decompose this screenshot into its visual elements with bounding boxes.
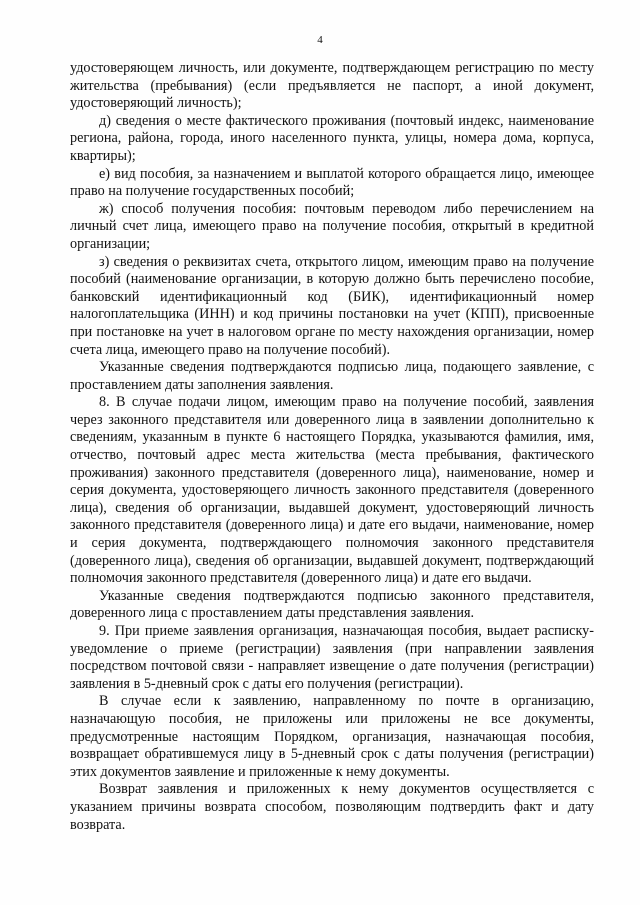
paragraph: е) вид пособия, за назначением и выплатой которого обращается лицо, имеющее право на получение государственных пособий; — [70, 165, 594, 200]
paragraph: Указанные сведения подтверждаются подписью лица, подающего заявление, с проставлением даты заполнения заявления. — [70, 359, 594, 393]
paragraph: Указанные сведения подтверждаются подписью законного представителя, доверенного лица с проставлением даты представления заявления. — [70, 587, 594, 622]
paragraph: Возврат заявления и приложенных к нему документов осуществляется с указанием причины возврата способом, позволяющим подтвердить факт и дату возврата. — [70, 781, 594, 833]
paragraph: 9. При приеме заявления организация, назначающая пособия, выдает расписку-уведомление о приеме (регистрации) заявления (при направлении заявления посредством почтовой связи - направляет извещение о дате получения (регистрации) заявления в 5-дневный срок с даты его получения (регистрации). — [70, 623, 594, 692]
paragraph: В случае если к заявлению, направленному по почте в организацию, назначающую пособия, не приложены или приложены не все документы, предусмотренные настоящим Порядком, организация, назначающая пособия, возвращает обратившемуся лицу в 5-дневный срок с даты получения (регистрации) этих документов заявление и приложенные к нему документы. — [70, 693, 594, 780]
paragraph: д) сведения о месте фактического проживания (почтовый индекс, наименование региона, района, города, иного населенного пункта, улицы, номера дома, корпуса, квартиры); — [70, 112, 594, 164]
paragraph: 8. В случае подачи лицом, имеющим право на получение пособий, заявления через законного представителя или доверенного лица в заявлении дополнительно к сведениям, указанным в пункте 6 настоящего Порядка, указываются фамилия, имя, отчество, почтовый адрес места жительства (места пребывания, фактического проживания) законного представителя (доверенного лица), наименование, номер и серия документа, удостоверяющего личность законного представителя (доверенного лица), сведения об организации, выдавшей документ, удостоверяющий личность законного представителя (доверенного лица) и дате его выдачи, наименование, номер и серия документа, подтверждающего полномочия законного представителя (доверенного лица), сведения об организации, выдавшей документ, подтверждающий полномочия законного представителя (доверенного лица) и дате его выдачи. — [70, 394, 594, 587]
paragraph: з) сведения о реквизитах счета, открытого лицом, имеющим право на получение пособий (наименование организации, в которую должно быть перечислено пособие, банковский идентификационный код (БИК), идентификационный номер налогоплательщика (ИНН) и код причины постановки на учет (КПП), присвоенные при постановке на учет в налоговом органе по месту нахождения организации, номер счета лица, имеющего право на получение пособий). — [70, 253, 594, 358]
page-number: 4 — [317, 34, 323, 46]
document-body — [70, 60, 594, 834]
paragraph: ж) способ получения пособия: почтовым переводом либо перечислением на личный счет лица, имеющего право на получение пособия, открытый в кредитной организации; — [70, 200, 594, 252]
paragraph: удостоверяющем личность, или документе, подтверждающем регистрацию по месту жительства (пребывания) (если предъявляется не паспорт, а иной документ, удостоверяющий личность); — [70, 60, 594, 112]
